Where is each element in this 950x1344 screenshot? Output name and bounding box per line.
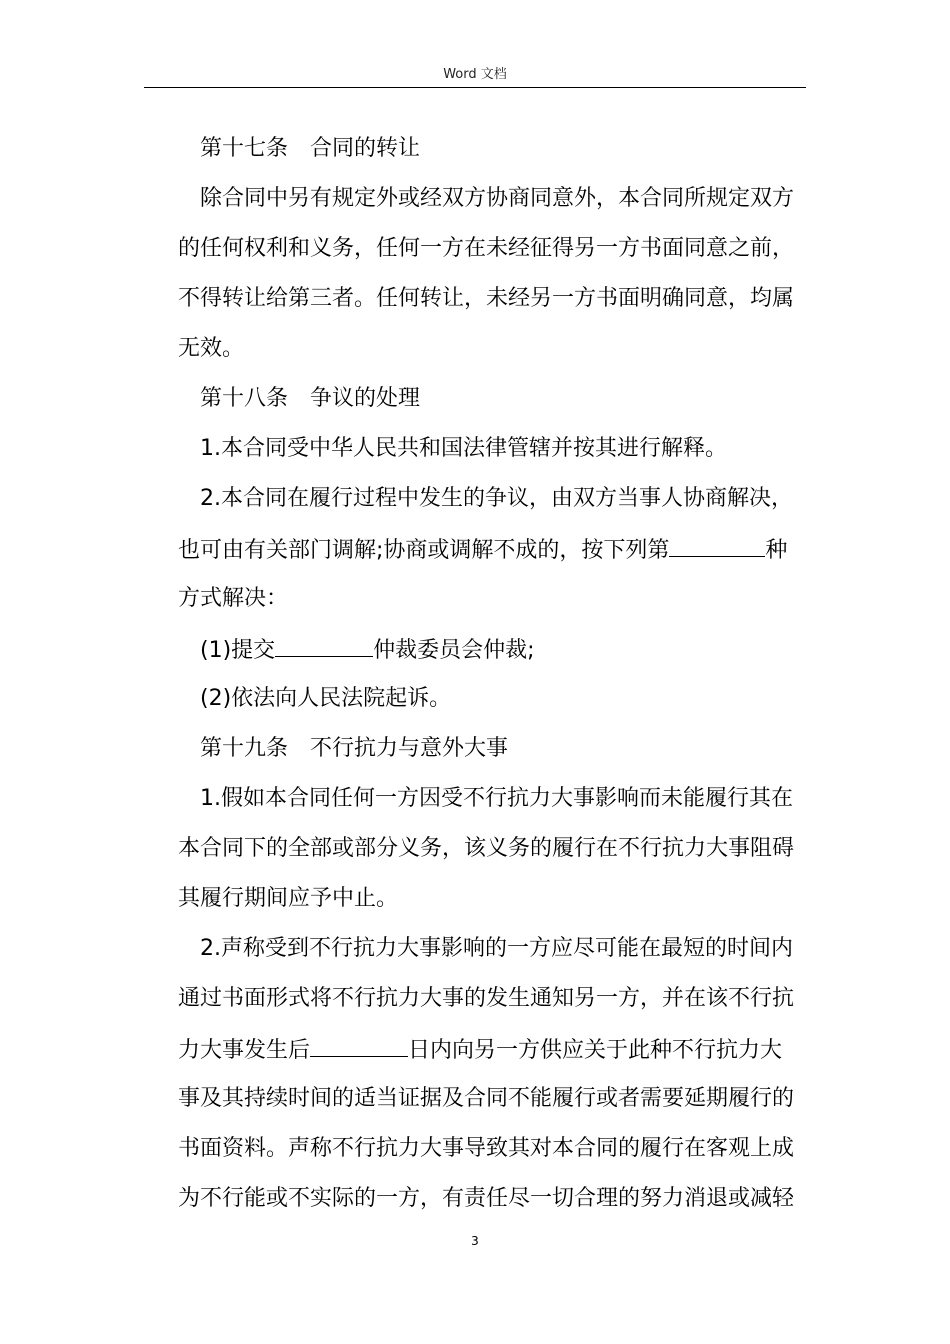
paragraph-line: (2)依法向人民法院起诉。 — [200, 686, 452, 711]
paragraph-line: 其履行期间应予中止。 — [178, 886, 399, 911]
paragraph-line: 1.本合同受中华人民共和国法律管辖并按其进行解释。 — [200, 436, 727, 461]
paragraph-line: 为不行能或不实际的一方，有责任尽一切合理的努力消退或减轻 — [178, 1186, 795, 1211]
paragraph-line: 通过书面形式将不行抗力大事的发生通知另一方，并在该不行抗 — [178, 986, 795, 1011]
section-heading-19: 第十九条 不行抗力与意外大事 — [200, 736, 509, 761]
fill-in-blank[interactable] — [669, 534, 765, 557]
paragraph-line: 无效。 — [178, 336, 245, 361]
paragraph-line: 2.声称受到不行抗力大事影响的一方应尽可能在最短的时间内 — [200, 936, 793, 961]
text-after-blank: 仲裁委员会仲裁; — [373, 638, 535, 663]
paragraph-line: 本合同下的全部或部分义务，该义务的履行在不行抗力大事阻碍 — [178, 836, 795, 861]
paragraph-line: 不得转让给第三者。任何转让，未经另一方书面明确同意，均属 — [178, 286, 795, 311]
paragraph-line: 除合同中另有规定外或经双方协商同意外，本合同所规定双方 — [200, 186, 795, 211]
paragraph-line-with-blank — [200, 634, 535, 666]
section-heading-17: 第十七条 合同的转让 — [200, 136, 421, 161]
paragraph-line: 的任何权利和义务，任何一方在未经征得另一方书面同意之前， — [178, 236, 795, 261]
page-header: Word 文档 — [443, 67, 507, 82]
section-heading-18: 第十八条 争议的处理 — [200, 386, 421, 411]
text-after-blank: 日内向另一方供应关于此种不行抗力大 — [408, 1038, 783, 1063]
text-before-blank: 也可由有关部门调解;协商或调解不成的，按下列第 — [178, 538, 670, 563]
paragraph-line: 事及其持续时间的适当证据及合同不能履行或者需要延期履行的 — [178, 1086, 795, 1111]
paragraph-line-with-blank — [178, 1034, 782, 1066]
text-before-blank: 力大事发生后 — [178, 1038, 311, 1063]
paragraph-line: 书面资料。声称不行抗力大事导致其对本合同的履行在客观上成 — [178, 1136, 795, 1161]
header-divider — [144, 87, 806, 88]
fill-in-blank[interactable] — [310, 1034, 408, 1057]
paragraph-line-with-blank — [178, 534, 787, 566]
paragraph-line: 2.本合同在履行过程中发生的争议，由双方当事人协商解决， — [200, 486, 793, 511]
paragraph-line: 方式解决： — [178, 586, 289, 611]
text-after-blank: 种 — [765, 538, 788, 563]
text-before-blank: (1)提交 — [200, 638, 276, 663]
fill-in-blank[interactable] — [275, 634, 373, 657]
page-number: 3 — [471, 1234, 479, 1248]
paragraph-line: 1.假如本合同任何一方因受不行抗力大事影响而未能履行其在 — [200, 786, 793, 811]
